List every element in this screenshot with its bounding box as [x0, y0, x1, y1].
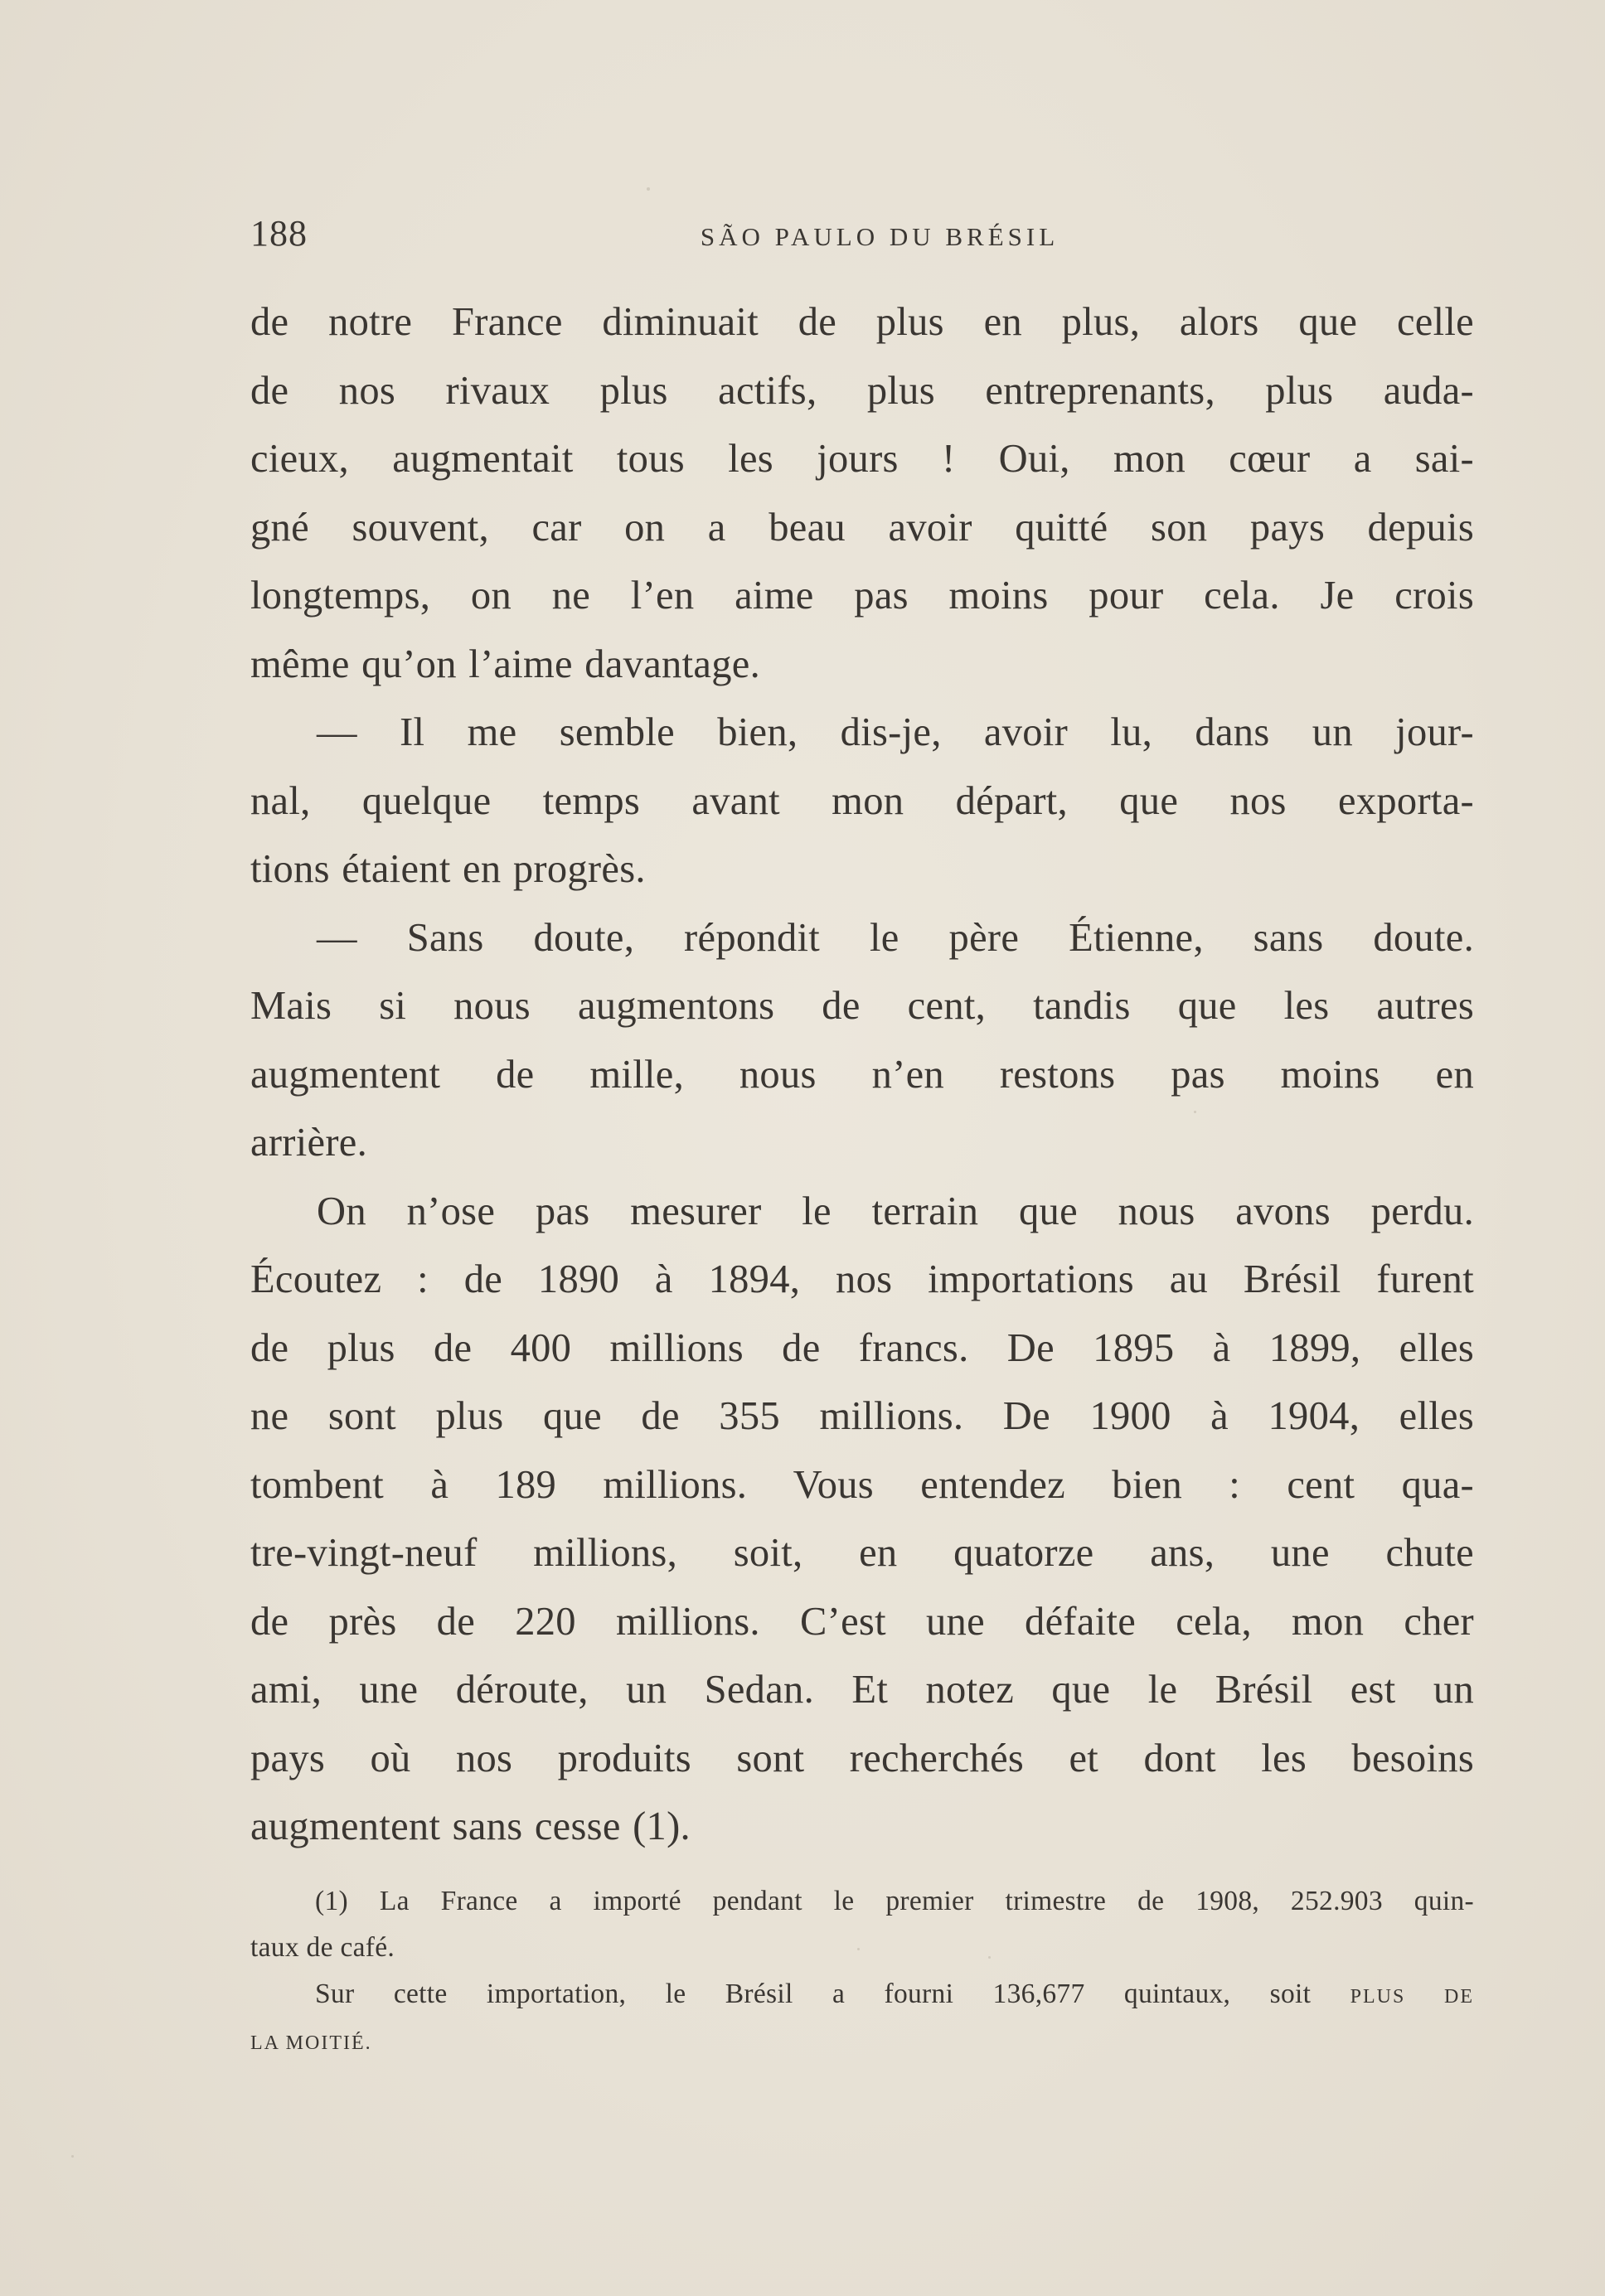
footnote-line	[250, 2017, 1474, 2064]
text-line: ne sont plus que de 355 millions. De 1900 à 1904, elles	[250, 1394, 1474, 1438]
text-line: augmentent de mille, nous n’en restons pas moins en	[250, 1052, 1474, 1097]
text-line: — Sans doute, répondit le père Étienne, sans doute.	[317, 915, 1474, 960]
text-line: Mais si nous augmentons de cent, tandis que les autres	[250, 984, 1474, 1028]
footnote-line: (1) La France a importé pendant le premier trimestre de 1908, 252.903 quin-	[315, 1886, 1474, 1916]
footnote-text: Sur cette importation, le Brésil a fourni 136,677 quintaux, soit	[315, 1979, 1312, 2009]
text-line: arrière.	[250, 1121, 368, 1165]
text-line: tions étaient en progrès.	[250, 847, 646, 891]
text-line: tombent à 189 millions. Vous entendez bien : cent qua-	[250, 1462, 1474, 1507]
text-line: augmentent sans cesse (1).	[250, 1804, 691, 1848]
text-line: pays où nos produits sont recherchés et dont les besoins	[250, 1736, 1474, 1780]
footnote-small-caps: LA MOITIÉ.	[250, 2032, 372, 2054]
text-line: de notre France diminuait de plus en plus, alors que celle	[250, 300, 1474, 344]
text-line: — Il me semble bien, dis-je, avoir lu, dans un jour-	[317, 710, 1474, 754]
text-line: même qu’on l’aime davantage.	[250, 642, 761, 686]
footnote	[250, 1878, 1474, 2064]
text-line: cieux, augmentait tous les jours ! Oui, mon cœur a sai-	[250, 437, 1474, 481]
paper-speck	[71, 2155, 74, 2158]
footnote-small-caps: PLUS DE	[1350, 1986, 1474, 2008]
text-line: tre-vingt-neuf millions, soit, en quatorze ans, une chute	[250, 1531, 1474, 1575]
text-line: de nos rivaux plus actifs, plus entreprenants, plus auda-	[250, 368, 1474, 413]
text-line: longtemps, on ne l’en aime pas moins pour cela. Je crois	[250, 574, 1474, 618]
paper-speck	[647, 187, 650, 191]
page-header	[250, 209, 1476, 259]
page-number: 188	[250, 213, 308, 254]
text-line: de près de 220 millions. C’est une défaite cela, mon cher	[250, 1599, 1474, 1644]
footnote-line: taux de café.	[250, 1932, 395, 1963]
text-line: Écoutez : de 1890 à 1894, nos importations au Brésil furent	[250, 1257, 1474, 1301]
running-title: SÃO PAULO DU BRÉSIL	[700, 222, 1059, 251]
text-line: On n’ose pas mesurer le terrain que nous avons perdu.	[317, 1189, 1474, 1233]
text-line: nal, quelque temps avant mon départ, que nos exporta-	[250, 778, 1474, 823]
text-line: de plus de 400 millions de francs. De 1895 à 1899, elles	[250, 1325, 1474, 1370]
footnote-line	[250, 1971, 1474, 2017]
text-line: gné souvent, car on a beau avoir quitté son pays depuis	[250, 505, 1474, 550]
body-text	[250, 288, 1474, 1862]
text-line: ami, une déroute, un Sedan. Et notez que le Brésil est un	[250, 1668, 1474, 1712]
